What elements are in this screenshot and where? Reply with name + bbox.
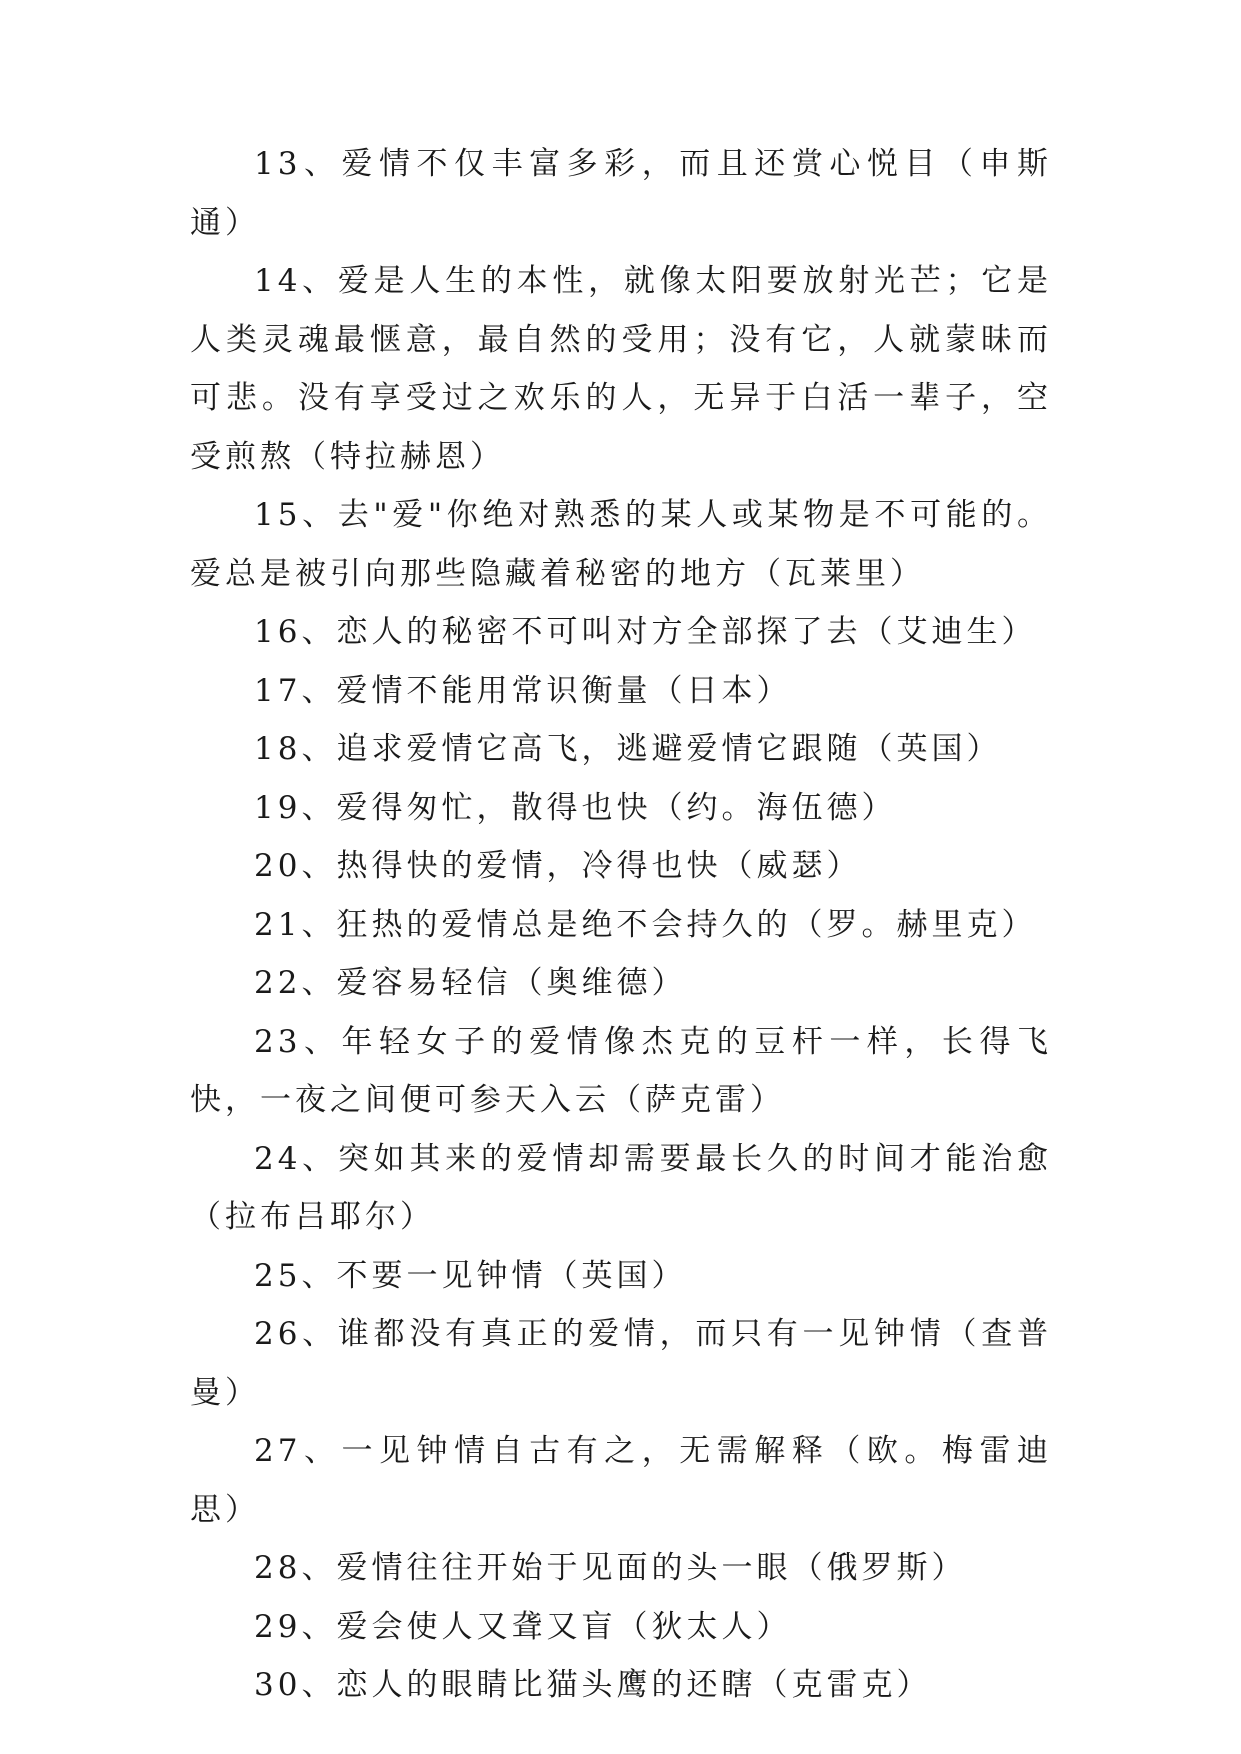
quote-20: 20、热得快的爱情，冷得也快（威瑟） <box>254 848 862 884</box>
quote-22: 22、爱容易轻信（奥维德） <box>254 965 687 1001</box>
quote-18: 18、追求爱情它高飞，逃避爱情它跟随（英国） <box>254 731 1002 767</box>
quote-24: 24、突如其来的爱情却需要最长久的时间才能治愈（拉布吕耶尔） <box>190 1140 1052 1235</box>
quote-21: 21、狂热的爱情总是绝不会持久的（罗。赫里克） <box>254 906 1037 943</box>
quote-26: 26、谁都没有真正的爱情，而只有一见钟情（查普曼） <box>190 1316 1052 1411</box>
quote-17: 17、爱情不能用常识衡量（日本） <box>254 672 792 709</box>
quote-27: 27、一见钟情自古有之，无需解释（欧。梅雷迪思） <box>190 1433 1052 1528</box>
quote-30: 30、恋人的眼睛比猫头鹰的还瞎（克雷克） <box>254 1667 932 1703</box>
document-body <box>190 135 1052 1715</box>
quote-28: 28、爱情往往开始于见面的头一眼（俄罗斯） <box>254 1550 967 1586</box>
quote-16: 16、恋人的秘密不可叫对方全部探了去（艾迪生） <box>254 614 1037 650</box>
quote-29: 29、爱会使人又聋又盲（狄太人） <box>254 1608 792 1645</box>
quote-13: 13、爱情不仅丰富多彩，而且还赏心悦目（申斯通） <box>190 146 1052 241</box>
quote-23: 23、年轻女子的爱情像杰克的豆杆一样，长得飞快，一夜之间便可参天入云（萨克雷） <box>190 1023 1052 1118</box>
quote-19: 19、爱得匆忙，散得也快（约。海伍德） <box>254 789 897 826</box>
quote-15: 15、去"爱"你绝对熟悉的某人或某物是不可能的。爱总是被引向那些隐藏着秘密的地方（瓦莱里） <box>190 497 1052 592</box>
quote-25: 25、不要一见钟情（英国） <box>254 1257 687 1294</box>
quote-14: 14、爱是人生的本性，就像太阳要放射光芒；它是人类灵魂最惬意，最自然的受用；没有它，人就蒙昧而可悲。没有享受过之欢乐的人，无异于白活一辈子，空受煎熬（特拉赫恩） <box>190 263 1052 475</box>
